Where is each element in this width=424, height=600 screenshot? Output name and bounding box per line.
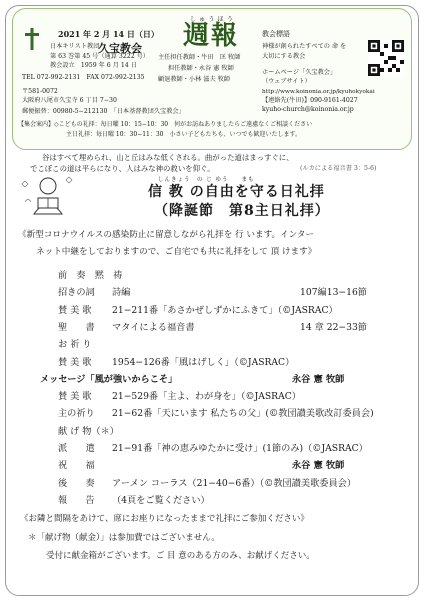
- order-item-label: メッセージ「風が強いからこそ」: [40, 373, 178, 385]
- postal-transfer: 郵便振替：00980-5−212130 「日本基督教団久宝教会」: [22, 108, 185, 115]
- pastor-assistant: 担任教師・永谷 憲 牧師: [168, 65, 234, 72]
- verse-line-2: でこぼこの道は平らになり、人はみな神の救いを仰ぐ。: [30, 164, 215, 173]
- intro-line-1: 《新型コロナウイルスの感染防止に留意しながら礼拝を 行 います。インター: [18, 230, 315, 240]
- issue-number: 第 63 巻第 45 号（通算 3222 号）: [50, 53, 149, 60]
- church-address: 大阪府八尾市久宝寺 6 丁目 7−30: [22, 97, 117, 104]
- order-item-right: 107編13−16節: [300, 287, 367, 299]
- qr-code-icon: [368, 40, 404, 76]
- pastor-chief: 主任担任教師・牛田 匡 牧師: [158, 54, 241, 61]
- order-item-label: 派 遣: [58, 443, 95, 454]
- denomination: 日本キリスト教団: [50, 43, 100, 50]
- order-item-label: 主の祈り: [58, 408, 95, 420]
- notice-line-1: 《お隣と間隔をあけて、席にお座りになったままで礼拝にご参加ください》: [20, 514, 309, 524]
- order-item-label: 前 奏 黙 祷: [58, 270, 123, 281]
- notice-line-2: ＊「献げ物（献金）」は参加費ではございません。: [28, 533, 220, 543]
- church-name: 久宝教会: [98, 42, 142, 55]
- order-item-detail: （4頁をご覧ください）: [112, 494, 210, 506]
- order-item-label: 報 告: [58, 494, 95, 506]
- order-item-detail: 詩編: [112, 287, 131, 299]
- homepage-label: ホームページ「久宝教会」: [262, 69, 337, 76]
- intro-line-2: ネット中継をしておりますので、ご自宅でも共に礼拝をして 頂 けます》: [36, 247, 317, 257]
- order-item-detail: 21−211番「あさかぜしずかにふきて」（©JASRAC）: [112, 304, 338, 316]
- verse-reference: (ルカによる福音書 3：5-6): [300, 165, 377, 172]
- order-item-detail: 21−529番「主よ、わが身を」（©JASRAC）: [112, 391, 301, 403]
- service-title-furigana: しんきょう の じ ゆう まも: [158, 177, 255, 183]
- order-item-label: 聖 書: [58, 321, 95, 333]
- order-item-label: 献 げ 物（＊）: [58, 425, 119, 437]
- order-item-detail: アーメン コーラス（21−40−6番）（©教団讃美歌委員会）: [112, 477, 357, 489]
- order-item-right: 永谷 憲 牧師: [292, 460, 345, 472]
- tel-fax: TEL 072-992-2131 FAX 072-992-2135: [22, 74, 145, 81]
- order-item-detail: 21−62番「天にいます 私たちの父」(©教団讃美歌改訂委員会): [112, 408, 374, 420]
- meetings-info: 【集会案内】◇こどもの礼拝：毎日曜 10：15−10：30 何がお訪ねありましたらご遠慮なくご相談ください: [18, 121, 313, 128]
- order-item-label: 賛 美 歌: [58, 304, 92, 316]
- order-item-label: 招きの詞: [58, 287, 95, 299]
- order-item-label: お 祈 り: [58, 339, 92, 351]
- order-item-label: 賛 美 歌: [58, 391, 92, 403]
- bulletin-date: 2021 年 2 月 14 日（日）: [58, 29, 159, 39]
- motto-line-2: 大切にする教会: [262, 53, 306, 60]
- contact-email[interactable]: kyuho-church@koinonia.or.jp: [262, 106, 354, 113]
- verse-line-1: 谷はすべて埋められ、山と丘はみな低くされる。曲がった道はまっすぐに、: [42, 153, 294, 162]
- order-item-right: 14 章 22−33節: [300, 321, 367, 333]
- notice-line-3: 受付に献金箱がございます。ご 目 意のある方のみ、お献げください。: [46, 551, 315, 561]
- pastor-retired: 顧退教師・小林 滋夫 牧師: [158, 76, 230, 83]
- order-item-label: 祝 福: [58, 460, 95, 472]
- order-item-detail: マタイによる福音書: [112, 321, 195, 333]
- motto-line-1: 神様が創られたすべての 命 を: [262, 43, 347, 50]
- sunday-worship-info: 主日礼拝：毎日曜 10：30−11：30 小さい子どもたちも、いつでも歓迎いたします。: [66, 131, 301, 138]
- postal-code: 〒581-0072: [22, 88, 58, 95]
- motto-label: 教会標語: [262, 30, 290, 38]
- founded-date: 教会設立 1959 年 6 月 14 日: [50, 62, 137, 69]
- child-reading-illustration: [20, 174, 78, 220]
- title-furigana: しゅうほう: [190, 16, 236, 23]
- homepage-sub: （ウェブサイト）: [262, 78, 311, 85]
- order-item-label: 後 奏: [58, 477, 95, 489]
- order-item-right: 永谷 憲 牧師: [292, 373, 345, 385]
- service-title: 信 教 の自由を守る日礼拝: [148, 184, 325, 200]
- order-item-label: 賛 美 歌: [58, 356, 92, 368]
- order-item-detail: 1954−126番「風はげしく」（©JASRAC）: [112, 356, 295, 368]
- contact-phone: 【連絡先(牛田)】090-9161-4027: [262, 97, 358, 104]
- homepage-url[interactable]: http://www.koinonia.or.jp/kyuhokyokai: [262, 89, 375, 95]
- order-item-detail: 21−91番「神の恵みゆたかに受け」(1節のみ)（©JASRAC）: [112, 443, 368, 454]
- cross-icon: [24, 28, 40, 50]
- service-subtitle: （降誕節 第8主日礼拝）: [154, 203, 330, 219]
- bulletin-title: 週報: [183, 21, 240, 51]
